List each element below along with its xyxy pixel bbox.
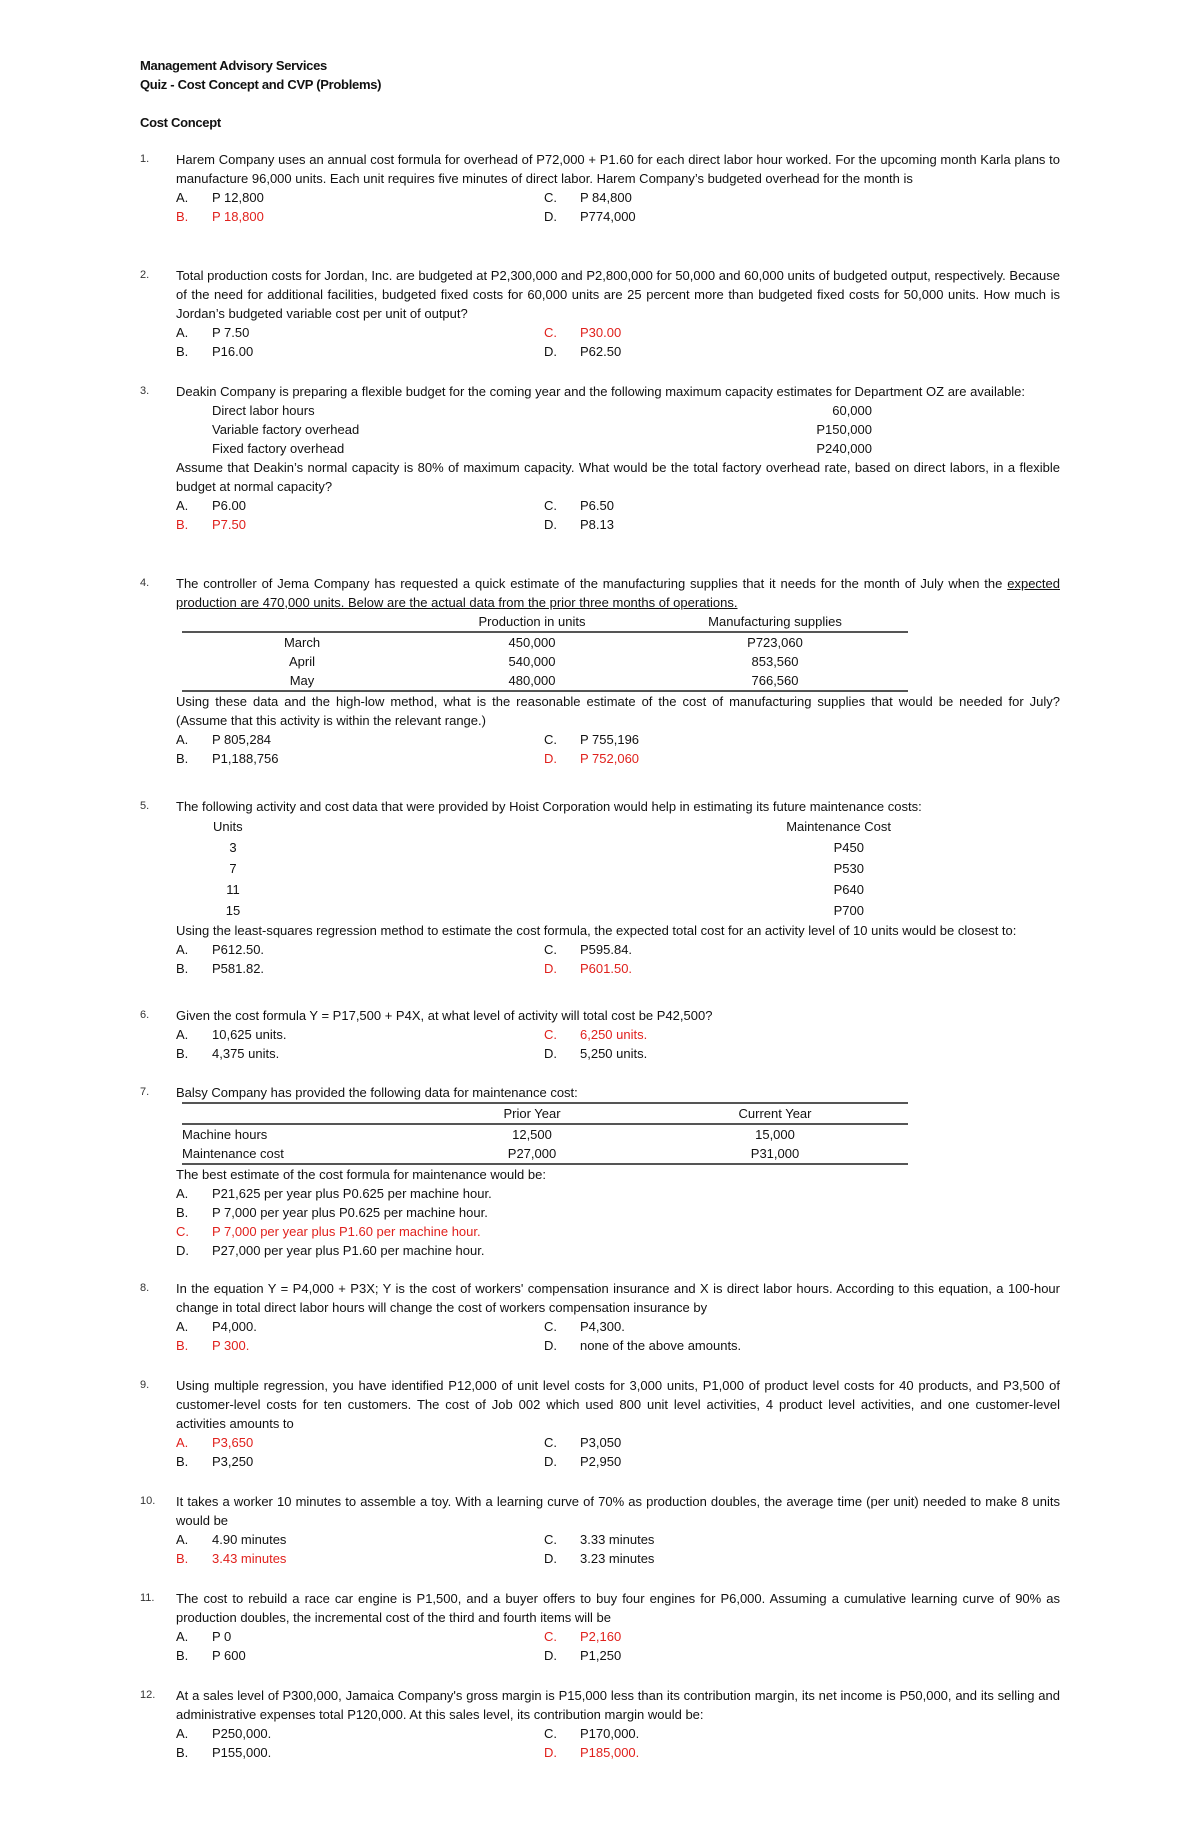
option-a[interactable]: A. 10,625 units.	[176, 1027, 287, 1042]
option-a[interactable]: A. P250,000.	[176, 1726, 272, 1741]
option-c[interactable]: C. P6.50	[544, 498, 614, 513]
option-c[interactable]: C. P3,050	[544, 1435, 622, 1450]
option-a[interactable]: A. P3,650	[176, 1435, 254, 1450]
question-5	[140, 797, 1060, 978]
table-row: 3 P450	[229, 840, 864, 855]
option-grid	[176, 496, 1060, 534]
question-3	[140, 382, 1060, 534]
question-number: 5.	[140, 800, 150, 812]
question-stem: Using multiple regression, you have identified P12,000 of unit level costs for 3,000 units, P1,000 of product level costs for 40 products, and P3,500 of customer-level costs for ten customers. The cost of Job 002 which used 800 unit level activities, 4 product level activities, and one customer-level activities amounts to	[176, 1378, 1060, 1431]
option-a[interactable]: A. P21,625 per year plus P0.625 per machine hour.	[176, 1186, 492, 1201]
supplies-table	[182, 612, 908, 692]
option-grid	[176, 1724, 1060, 1762]
question-1	[140, 150, 1060, 226]
option-b[interactable]: B. P155,000.	[176, 1745, 272, 1760]
question-number: 2.	[140, 269, 150, 281]
question-stem: In the equation Y = P4,000 + P3X; Y is the cost of workers' compensation insurance and X is direct labor hours. According to this equation, a 100-hour change in total direct labor hours will change the cost of workers compensation insurance by	[176, 1281, 1060, 1315]
question-stem: The controller of Jema Company has requested a quick estimate of the manufacturing supplies that it needs for the month of July when the expected production are 470,000 units. Below are the actual data from the prior three months of operations.	[176, 576, 1060, 610]
question-stem: Balsy Company has provided the following data for maintenance cost:	[176, 1085, 578, 1100]
option-d[interactable]: D. 5,250 units.	[544, 1046, 648, 1061]
option-d[interactable]: D. P2,950	[544, 1454, 622, 1469]
question-12	[140, 1686, 1060, 1762]
maintenance-cost-table	[182, 1102, 908, 1165]
question-stem: At a sales level of P300,000, Jamaica Company's gross margin is P15,000 less than its contribution margin, its net income is P50,000, and its selling and administrative expenses total P120,000. At this sales level, its contribution margin would be:	[176, 1688, 1060, 1722]
option-d[interactable]: D. none of the above amounts.	[544, 1338, 742, 1353]
option-grid	[176, 323, 1060, 361]
question-8	[140, 1279, 1060, 1355]
option-list	[176, 1184, 1060, 1260]
option-a[interactable]: A. P 7.50	[176, 325, 250, 340]
question-2	[140, 266, 1060, 361]
option-a[interactable]: A. P4,000.	[176, 1319, 257, 1334]
question-number: 9.	[140, 1379, 150, 1391]
estimate-row: Fixed factory overhead P240,000	[212, 441, 872, 456]
option-c[interactable]: C. 3.33 minutes	[544, 1532, 655, 1547]
option-b[interactable]: B. P1,188,756	[176, 751, 279, 766]
question-4	[140, 574, 1060, 768]
question-9	[140, 1376, 1060, 1471]
table-header-row: Prior Year Current Year	[182, 1103, 908, 1124]
question-number: 6.	[140, 1009, 150, 1021]
question-10	[140, 1492, 1060, 1568]
question-number: 4.	[140, 577, 150, 589]
option-grid	[176, 730, 1060, 768]
question-number: 3.	[140, 385, 150, 397]
option-b[interactable]: B. P 7,000 per year plus P0.625 per machine hour.	[176, 1205, 488, 1220]
option-d[interactable]: D. P601.50.	[544, 961, 633, 976]
option-a[interactable]: A. P 12,800	[176, 190, 264, 205]
capacity-estimates	[176, 401, 1060, 458]
option-b[interactable]: B. 3.43 minutes	[176, 1551, 287, 1566]
option-b[interactable]: B. P3,250	[176, 1454, 254, 1469]
option-d[interactable]: D. P1,250	[544, 1648, 622, 1663]
option-b[interactable]: B. P16.00	[176, 344, 254, 359]
option-b[interactable]: B. P 300.	[176, 1338, 250, 1353]
question-stem-continued: The best estimate of the cost formula for maintenance would be:	[176, 1167, 546, 1182]
option-d[interactable]: D. P8.13	[544, 517, 614, 532]
question-stem-continued: Assume that Deakin’s normal capacity is 80% of maximum capacity. What would be the total factory overhead rate, based on direct labors, in a flexible budget at normal capacity?	[176, 460, 1060, 494]
table-row: Maintenance cost P27,000 P31,000	[182, 1144, 908, 1164]
question-number: 8.	[140, 1282, 150, 1294]
table-row: April 540,000 853,560	[288, 654, 799, 669]
option-grid	[176, 1627, 1060, 1665]
option-grid	[176, 1530, 1060, 1568]
option-a[interactable]: A. P 0	[176, 1629, 232, 1644]
question-stem: The following activity and cost data that were provided by Hoist Corporation would help in estimating its future maintenance costs:	[176, 799, 922, 814]
option-a[interactable]: A. P6.00	[176, 498, 246, 513]
option-grid	[176, 1317, 1060, 1355]
option-c[interactable]: C. 6,250 units.	[544, 1027, 648, 1042]
option-c[interactable]: C. P2,160	[544, 1629, 622, 1644]
table-header-row: Production in units Manufacturing supplies	[182, 612, 908, 632]
question-stem: Deakin Company is preparing a flexible budget for the coming year and the following maximum capacity estimates for Department OZ are available:	[176, 384, 1026, 399]
table-row: May 480,000 766,560	[182, 671, 908, 691]
option-d[interactable]: D. P27,000 per year plus P1.60 per machine hour.	[176, 1243, 485, 1258]
table-row: 11 P640	[226, 882, 864, 897]
option-a[interactable]: A. P612.50.	[176, 942, 265, 957]
question-stem: Given the cost formula Y = P17,500 + P4X, at what level of activity will total cost be P42,500?	[176, 1008, 713, 1023]
option-c[interactable]: C. P 755,196	[544, 732, 640, 747]
option-d[interactable]: D. P 752,060	[544, 751, 640, 766]
option-grid	[176, 1433, 1060, 1471]
question-number: 1.	[140, 153, 150, 165]
question-number: 7.	[140, 1086, 150, 1098]
table-row: March 450,000 P723,060	[283, 635, 803, 650]
option-d[interactable]: D. P62.50	[544, 344, 622, 359]
quiz-title: Quiz - Cost Concept and CVP (Problems)	[140, 77, 382, 92]
option-a[interactable]: A. 4.90 minutes	[176, 1532, 287, 1547]
question-6	[140, 1006, 1060, 1063]
option-c[interactable]: C. P 7,000 per year plus P1.60 per machine hour.	[176, 1224, 481, 1239]
option-d[interactable]: D. P774,000	[544, 209, 636, 224]
option-b[interactable]: B. P7.50	[176, 517, 246, 532]
question-stem: The cost to rebuild a race car engine is P1,500, and a buyer offers to buy four engines for P6,000. Assuming a cumulative learning curve of 90% as production doubles, the incremental cost of the third and fourth items will be	[176, 1591, 1060, 1625]
option-c[interactable]: C. P4,300.	[544, 1319, 625, 1334]
maintenance-table	[212, 816, 892, 921]
question-stem: Harem Company uses an annual cost formula for overhead of P72,000 + P1.60 for each direct labor hour worked. For the upcoming month Karla plans to manufacture 96,000 units. Each unit requires five minutes of direct labor. Harem Company’s budgeted overhead for the month is	[176, 152, 1060, 186]
option-grid	[176, 188, 1060, 226]
option-c[interactable]: C. P170,000.	[544, 1726, 640, 1741]
question-11	[140, 1589, 1060, 1665]
option-c[interactable]: C. P595.84.	[544, 942, 633, 957]
table-row: Machine hours 12,500 15,000	[182, 1127, 795, 1142]
table-header-row: Units Maintenance Cost	[213, 819, 891, 834]
option-b[interactable]: B. P581.82.	[176, 961, 265, 976]
question-number: 11.	[140, 1592, 155, 1604]
question-stem-continued: Using these data and the high-low method, what is the reasonable estimate of the cost of manufacturing supplies that would be needed for July? (Assume that this activity is within the relevant range.)	[176, 694, 1060, 728]
question-stem: It takes a worker 10 minutes to assemble a toy. With a learning curve of 70% as production doubles, the average time (per unit) needed to make 8 units would be	[176, 1494, 1060, 1528]
question-stem: Total production costs for Jordan, Inc. are budgeted at P2,300,000 and P2,800,000 for 50,000 and 60,000 units of budgeted output, respectively. Because of the need for additional facilities, budgeted fixed costs for 60,000 units are 25 percent more than budgeted fixed costs for 50,000 units. How much is Jordan’s budgeted variable cost per unit of output?	[176, 268, 1060, 321]
option-d[interactable]: D. 3.23 minutes	[544, 1551, 655, 1566]
option-d[interactable]: D. P185,000.	[544, 1745, 640, 1760]
option-c[interactable]: C. P30.00	[544, 325, 622, 340]
table-row: 7 P530	[229, 861, 864, 876]
table-row: 15 P700	[225, 903, 864, 918]
option-b[interactable]: B. 4,375 units.	[176, 1046, 280, 1061]
question-number: 10.	[140, 1495, 156, 1507]
option-b[interactable]: B. P 600	[176, 1648, 246, 1663]
estimate-row: Variable factory overhead P150,000	[212, 422, 872, 437]
course-title: Management Advisory Services	[140, 58, 327, 73]
question-number: 12.	[140, 1689, 156, 1701]
estimate-row: Direct labor hours 60,000	[212, 403, 872, 418]
option-b[interactable]: B. P 18,800	[176, 209, 264, 224]
option-a[interactable]: A. P 805,284	[176, 732, 272, 747]
option-grid	[176, 940, 1060, 978]
question-stem-continued: Using the least-squares regression method to estimate the cost formula, the expected total cost for an activity level of 10 units would be closest to:	[176, 923, 1017, 938]
option-c[interactable]: C. P 84,800	[544, 190, 632, 205]
question-7	[140, 1083, 1060, 1260]
option-grid	[176, 1025, 1060, 1063]
section-title: Cost Concept	[140, 115, 221, 130]
